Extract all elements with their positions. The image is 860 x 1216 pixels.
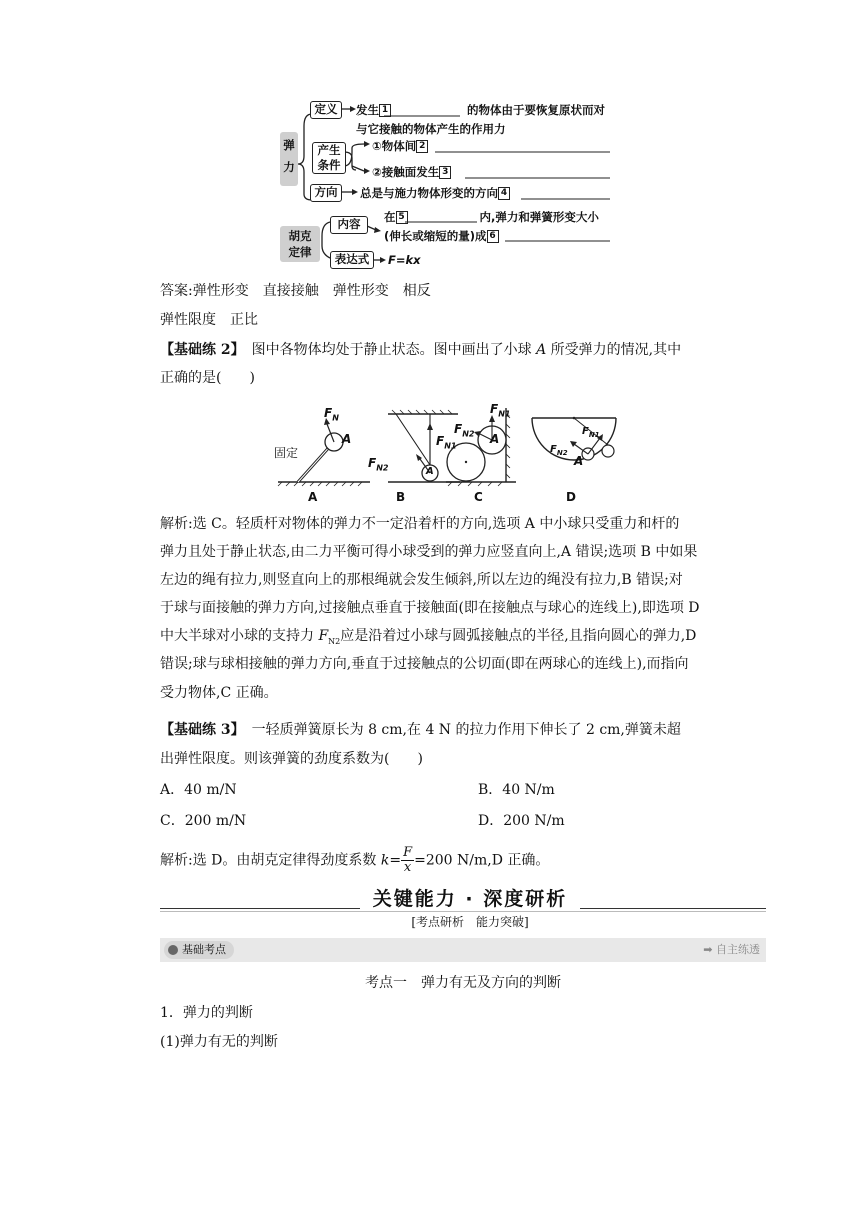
item-1: 1．弹力的判断 [160, 1005, 253, 1021]
fig-a-guding: 固定 [274, 446, 299, 460]
tag-zizhu: ➡ 自主练透 [703, 943, 760, 956]
ex3-label: 【基础练 3】 [160, 722, 238, 738]
ex2-analysis-4: 于球与面接触的弹力方向,过接触点垂直于接触面(即在接触点与球心的连线上),即选项 D [160, 600, 700, 616]
ex3-option-c[interactable]: C．200 m/N [160, 813, 247, 829]
fig-d-fn2: $F_{N2}$ [550, 444, 568, 457]
ex3-question-line2: 出弹性限度。则该弹簧的劲度系数为( ) [160, 751, 423, 767]
answer-line1: 答案:弹性形变 直接接触 弹性形变 相反 [160, 283, 431, 299]
dingyi-line1: 发生 1 的物体由于要恢复原状而对 [356, 103, 605, 117]
fig-label-c: C [474, 490, 483, 504]
tanli-label: 弹 力 [280, 132, 298, 186]
fig-a-ball: A [342, 432, 352, 446]
biaodashi-box: 表达式 [330, 251, 374, 269]
ex2-question: 【基础练 2】 图中各物体均处于静止状态。图中画出了小球 A 所受弹力的情况,其中 [160, 342, 682, 358]
dingyi-line2: 与它接触的物体产生的作用力 [356, 122, 506, 136]
fig-d-ball: A [574, 454, 584, 468]
ex3-question: 【基础练 3】 一轻质弹簧原长为 8 cm,在 4 N 的拉力作用下伸长了 2 cm,弹簧未超 [160, 722, 681, 738]
cond1: ①物体间 2 [372, 138, 428, 154]
tag-jichu: 基础考点 [164, 941, 234, 959]
ex3-option-a[interactable]: A．40 m/N [160, 782, 237, 798]
fig-a-fn: $F_N$ [324, 406, 339, 423]
fig-label-a: A [308, 490, 318, 504]
item-1-1: (1)弹力有无的判断 [160, 1034, 278, 1050]
fig-d-fn1: $F_{N1}$ [582, 426, 600, 439]
chansheng-box: 产生 条件 [312, 142, 346, 174]
ex3-option-d[interactable]: D．200 N/m [478, 813, 565, 829]
cond2: ②接触面发生 3 [372, 164, 451, 180]
fig-b-fn2: $F_{N2}$ [368, 456, 389, 473]
ex2-label: 【基础练 2】 [160, 342, 238, 358]
fig-c-fn2: $F_{N2}$ [454, 422, 475, 439]
section-bar [160, 938, 766, 962]
ex3-analysis: 解析:选 D。由胡克定律得劲度系数 k= $\frac{F}{x}$ =200 N/m,D 正确。 [160, 845, 550, 875]
ex2-analysis-2: 弹力且处于静止状态,由二力平衡可得小球受到的弹力应竖直向上,A 错误;选项 B 中如果 [160, 544, 698, 560]
formula: F=kx [388, 253, 421, 267]
banner-title: 关键能力 · 深度研析 [372, 888, 568, 910]
ex2-analysis-5: 中大半球对小球的支持力 $F_{N2}$应是沿着过小球与圆弧接触点的半径,且指向圆心的弹力,D [160, 628, 697, 646]
dingyi-box: 定义 [310, 101, 342, 119]
ex2-question-line2: 正确的是( ) [160, 370, 255, 386]
huke-label: 胡克 定律 [280, 226, 320, 262]
fig-label-b: B [396, 490, 406, 504]
neirong-box: 内容 [330, 216, 368, 234]
answer-line2: 弹性限度 正比 [160, 312, 258, 328]
fig-label-d: D [566, 490, 576, 504]
ex2-analysis-3: 左边的绳有拉力,则竖直向上的那根绳就会发生倾斜,所以左边的绳没有拉力,B 错误;对 [160, 572, 683, 588]
ex2-figure [270, 398, 630, 506]
ex3-fraction: $\frac{F}{x}$ [403, 845, 413, 875]
fig-b-fn1: $F_{N1}$ [436, 434, 457, 451]
banner-rule-bottom [160, 911, 766, 912]
mind-map [280, 96, 615, 276]
diagram-c [446, 408, 516, 486]
neirong-line1: 在 5 内,弹力和弹簧形变大小 [384, 210, 599, 224]
fig-c-fn1: $F_{N1}$ [490, 402, 511, 419]
neirong-line2: (伸长或缩短的量)成 6 [384, 228, 499, 244]
ex2-analysis-1: 解析:选 C。轻质杆对物体的弹力不一定沿着杆的方向,选项 A 中小球只受重力和杆的 [160, 516, 680, 532]
section-title: 考点一 弹力有无及方向的判断 [365, 975, 561, 991]
tag-icon [168, 945, 178, 955]
banner-subtitle: [考点研析 能力突破] [411, 915, 529, 929]
fig-b-ball: A [426, 466, 434, 477]
dir-text: 总是与施力物体形变的方向 4 [360, 185, 510, 201]
ex2-analysis-7: 受力物体,C 正确。 [160, 685, 278, 701]
ex3-option-b[interactable]: B．40 N/m [478, 782, 555, 798]
fig-c-ball: A [490, 432, 500, 446]
fangxiang-box: 方向 [310, 184, 342, 202]
ex2-analysis-6: 错误;球与球相接触的弹力方向,垂直于过接触点的公切面(即在两球心的连线上),而指向 [160, 656, 689, 672]
